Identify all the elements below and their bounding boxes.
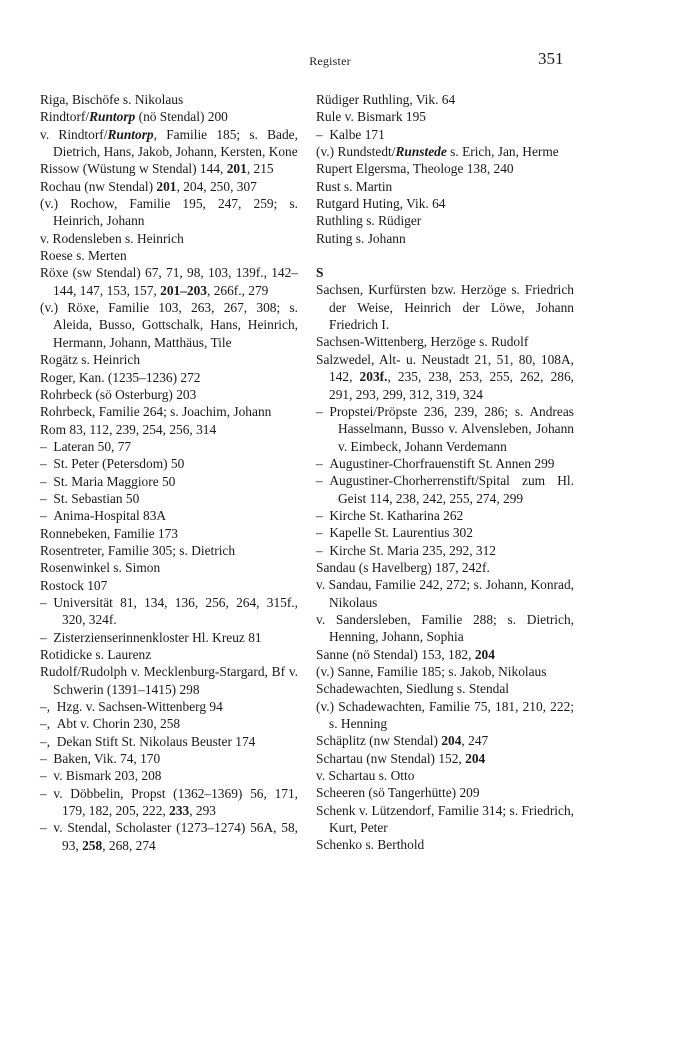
- index-entry: [316, 264, 574, 281]
- entry-text: s. Erich, Jan, Herme: [446, 144, 559, 160]
- index-entry: [40, 403, 298, 420]
- index-entry: [316, 178, 574, 195]
- index-entry: [40, 108, 298, 125]
- index-entry: [40, 247, 298, 264]
- entry-text: Schadewachten, Siedlung s. Stendal: [316, 681, 510, 697]
- index-entry: [316, 160, 574, 177]
- index-entry: [40, 421, 298, 438]
- bold-page-reference: 204: [441, 733, 462, 749]
- index-column-right: [316, 91, 578, 854]
- italic-name-variant: Runstede: [395, 144, 447, 160]
- index-subentry: [316, 126, 574, 143]
- entry-text: Rochau (nw Stendal): [40, 178, 157, 194]
- entry-text: Sachsen, Kurfürsten bzw. Herzöge s. Friedrich der Weise, Heinrich der Löwe, Johann Friedrich I.: [316, 282, 578, 333]
- entry-text: – Propstei/Pröpste 236, 239, 286; s. Andreas Hasselmann, Busso v. Alvensleben, Johann v. Eimbeck, Johann Verdemann: [316, 403, 578, 454]
- index-entry: [316, 143, 574, 160]
- index-column-left: [40, 91, 302, 854]
- bold-page-reference: 204: [474, 646, 495, 662]
- entry-text: –, Dekan Stift St. Nikolaus Beuster 174: [40, 733, 256, 749]
- entry-text: – v. Döbbelin, Propst (1362–1369) 56, 171, 179, 182, 205, 222,: [40, 785, 302, 819]
- entry-text: , 204, 250, 307: [176, 178, 257, 194]
- entry-text: Rissow (Wüstung w Stendal) 144,: [40, 161, 227, 177]
- entry-text: , 293: [189, 803, 216, 819]
- entry-text: Rostock 107: [40, 577, 108, 593]
- index-subentry: [316, 542, 574, 559]
- index-subentry: [40, 473, 298, 490]
- entry-text: Ronnebeken, Familie 173: [40, 525, 178, 541]
- index-entry: [40, 264, 298, 299]
- index-subentry: [40, 455, 298, 472]
- entry-text: Rosentreter, Familie 305; s. Dietrich: [40, 542, 236, 558]
- entry-text: , 247: [461, 733, 489, 749]
- index-entry: [316, 559, 574, 576]
- index-entry: [316, 767, 574, 784]
- bold-page-reference: 201: [156, 178, 177, 194]
- entry-text: Rogätz s. Heinrich: [40, 352, 141, 368]
- index-entry: [316, 212, 574, 229]
- bold-page-reference: 201: [226, 161, 247, 177]
- index-subentry: [40, 698, 298, 715]
- index-subentry: [316, 403, 578, 455]
- italic-name-variant: Runtorp: [89, 109, 136, 125]
- entry-text: – St. Maria Maggiore 50: [40, 473, 176, 489]
- entry-text: Schartau (nw Stendal) 152,: [316, 750, 466, 766]
- index-entry: [40, 542, 298, 559]
- index-subentry: [40, 629, 298, 646]
- index-entry: [316, 750, 574, 767]
- entry-text: Rohrbeck (sö Osterburg) 203: [40, 386, 197, 402]
- entry-text: Salzwedel, Alt- u. Neustadt 21, 51, 80, 108A, 142,: [316, 351, 578, 385]
- entry-text: – St. Sebastian 50: [40, 490, 140, 506]
- index-entry: [316, 351, 578, 403]
- index-entry: [316, 333, 574, 350]
- entry-text: Rudolf/Rudolph v. Mecklenburg-Stargard, Bf v. Schwerin (1391–1415) 298: [40, 664, 302, 697]
- entry-text: , 235, 238, 253, 255, 262, 286, 291, 293, 299, 312, 319, 324: [329, 369, 578, 402]
- entry-text: Rust s. Martin: [316, 178, 393, 194]
- entry-text: Scheeren (sö Tangerhütte) 209: [316, 785, 480, 801]
- index-entry: [40, 525, 298, 542]
- index-entry: [40, 126, 302, 161]
- entry-text: , 268, 274: [102, 837, 156, 853]
- entry-text: – Augustiner-Chorherrenstift/Spital zum Hl. Geist 114, 238, 242, 255, 274, 299: [316, 473, 578, 506]
- entry-text: Sachsen-Wittenberg, Herzöge s. Rudolf: [316, 334, 529, 350]
- index-subentry: [40, 733, 298, 750]
- index-subentry: [40, 507, 298, 524]
- running-header-title: Register: [309, 54, 351, 68]
- entry-text: – Kapelle St. Laurentius 302: [316, 525, 473, 541]
- index-subentry: [40, 767, 298, 784]
- bold-page-reference: 203f.: [359, 369, 388, 385]
- entry-text: – Kirche St. Maria 235, 292, 312: [316, 542, 497, 558]
- index-subentry: [40, 750, 298, 767]
- index-entry: [40, 230, 298, 247]
- entry-text: (v.) Röxe, Familie 103, 263, 267, 308; s. Aleida, Busso, Gottschalk, Hans, Heinrich, Hermann, Johann, Matthäus, Tile: [40, 300, 302, 350]
- entry-text: Röxe (sw Stendal) 67, 71, 98, 103, 139f., 142–144, 147, 153, 157,: [40, 265, 298, 298]
- index-subentry: [40, 819, 302, 854]
- entry-text: v. Sandersleben, Familie 288; s. Dietrich, Henning, Johann, Sophia: [316, 611, 578, 645]
- entry-text: Ruthling s. Rüdiger: [316, 213, 422, 229]
- entry-text: Rüdiger Ruthling, Vik. 64: [316, 92, 456, 107]
- entry-text: – Kirche St. Katharina 262: [316, 507, 464, 523]
- entry-text: (v.) Rochow, Familie 195, 247, 259; s. Heinrich, Johann: [40, 196, 302, 229]
- entry-text: Schenk v. Lützendorf, Familie 314; s. Friedrich, Kurt, Peter: [316, 802, 578, 836]
- entry-text: v. Rindtorf/: [40, 126, 108, 142]
- entry-text: (nö Stendal) 200: [135, 109, 228, 125]
- index-entry: [40, 386, 298, 403]
- entry-text: – Zisterzienserinnenkloster Hl. Kreuz 81: [40, 629, 262, 645]
- index-entry: [316, 195, 574, 212]
- entry-text: – Lateran 50, 77: [40, 438, 132, 454]
- entry-text: v. Schartau s. Otto: [316, 768, 415, 784]
- entry-text: Riga, Bischöfe s. Nikolaus: [40, 92, 184, 107]
- entry-text: Rotidicke s. Laurenz: [40, 647, 152, 662]
- entry-text: Ruting s. Johann: [316, 230, 406, 246]
- index-entry: [40, 299, 302, 351]
- index-entry: [40, 351, 298, 368]
- entry-text: Rutgard Huting, Vik. 64: [316, 196, 446, 212]
- index-entry: [40, 178, 298, 195]
- index-entry: [316, 802, 578, 837]
- index-entry: [316, 680, 574, 697]
- bold-page-reference: S: [316, 265, 324, 281]
- index-entry: [316, 108, 574, 125]
- index-entry: [40, 369, 298, 386]
- entry-text: (v.) Rundstedt/: [316, 144, 396, 160]
- entry-text: – v. Stendal, Scholaster (1273–1274) 56A, 58, 93,: [40, 820, 302, 853]
- index-subentry: [40, 438, 298, 455]
- page-number: 351: [538, 49, 564, 68]
- bold-page-reference: 258: [82, 837, 103, 853]
- entry-text: Sanne (nö Stendal) 153, 182,: [316, 646, 475, 662]
- entry-text: Schäplitz (nw Stendal): [316, 733, 442, 749]
- entry-text: Rom 83, 112, 239, 254, 256, 314: [40, 421, 217, 437]
- entry-text: Schenko s. Berthold: [316, 837, 425, 853]
- entry-text: v. Rodensleben s. Heinrich: [40, 230, 184, 246]
- index-entry: [40, 91, 298, 108]
- index-entry: [316, 784, 574, 801]
- entry-text: – Augustiner-Chorfrauenstift St. Annen 299: [316, 455, 555, 471]
- entry-text: , 266f., 279: [207, 282, 269, 298]
- index-entry: [40, 646, 298, 663]
- entry-text: – Baken, Vik. 74, 170: [40, 751, 161, 767]
- index-entry: [316, 732, 574, 749]
- entry-text: Roger, Kan. (1235–1236) 272: [40, 369, 201, 385]
- bold-page-reference: 233: [169, 803, 190, 819]
- entry-text: Rosenwinkel s. Simon: [40, 560, 161, 576]
- index-subentry: [316, 455, 574, 472]
- entry-text: (v.) Sanne, Familie 185; s. Jakob, Nikolaus: [316, 664, 547, 679]
- index-subentry: [40, 715, 298, 732]
- entry-text: Rindtorf/: [40, 109, 90, 125]
- entry-text: –, Hzg. v. Sachsen-Wittenberg 94: [40, 699, 223, 715]
- index-entry: [40, 195, 302, 230]
- entry-text: Sandau (s Havelberg) 187, 242f.: [316, 559, 490, 575]
- index-subentry: [316, 472, 578, 507]
- bold-page-reference: 204: [465, 750, 486, 766]
- entry-text: – v. Bismark 203, 208: [40, 768, 162, 784]
- index-subentry: [40, 490, 298, 507]
- entry-text: (v.) Schadewachten, Familie 75, 181, 210, 222; s. Henning: [316, 698, 578, 732]
- bold-page-reference: 201–203: [160, 282, 207, 298]
- index-entry: [316, 281, 578, 333]
- entry-text: Rule v. Bismark 195: [316, 109, 426, 125]
- index-entry: [316, 91, 574, 108]
- index-entry: [40, 577, 298, 594]
- index-entry: [40, 663, 302, 698]
- index-subentry: [40, 785, 302, 820]
- entry-text: Roese s. Merten: [40, 248, 127, 264]
- index-subentry: [316, 524, 574, 541]
- index-entry: [40, 559, 298, 576]
- entry-text: – Anima-Hospital 83A: [40, 508, 167, 524]
- entry-text: Rupert Elgersma, Theologe 138, 240: [316, 161, 514, 177]
- index-entry: [316, 646, 574, 663]
- index-entry: [316, 698, 578, 733]
- index-entry: [40, 160, 298, 177]
- entry-text: , Familie 185; s. Bade, Dietrich, Hans, Jakob, Johann, Kersten, Kone: [53, 126, 302, 160]
- index-entry: [316, 611, 578, 646]
- entry-text: – Kalbe 171: [316, 126, 385, 142]
- index-subentry: [40, 594, 302, 629]
- entry-text: Rohrbeck, Familie 264; s. Joachim, Johann: [40, 404, 272, 420]
- index-entry: [316, 576, 578, 611]
- entry-text: –, Abt v. Chorin 230, 258: [40, 716, 181, 732]
- index-entry: [316, 663, 574, 680]
- index-entry: [316, 230, 574, 247]
- entry-text: , 215: [246, 161, 274, 177]
- index-subentry: [316, 507, 574, 524]
- entry-text: – Universität 81, 134, 136, 256, 264, 315f., 320, 324f.: [40, 594, 302, 628]
- entry-text: v. Sandau, Familie 242, 272; s. Johann, Konrad, Nikolaus: [316, 577, 578, 610]
- entry-text: – St. Peter (Petersdom) 50: [40, 456, 185, 472]
- italic-name-variant: Runtorp: [107, 126, 154, 142]
- index-entry: [316, 836, 574, 853]
